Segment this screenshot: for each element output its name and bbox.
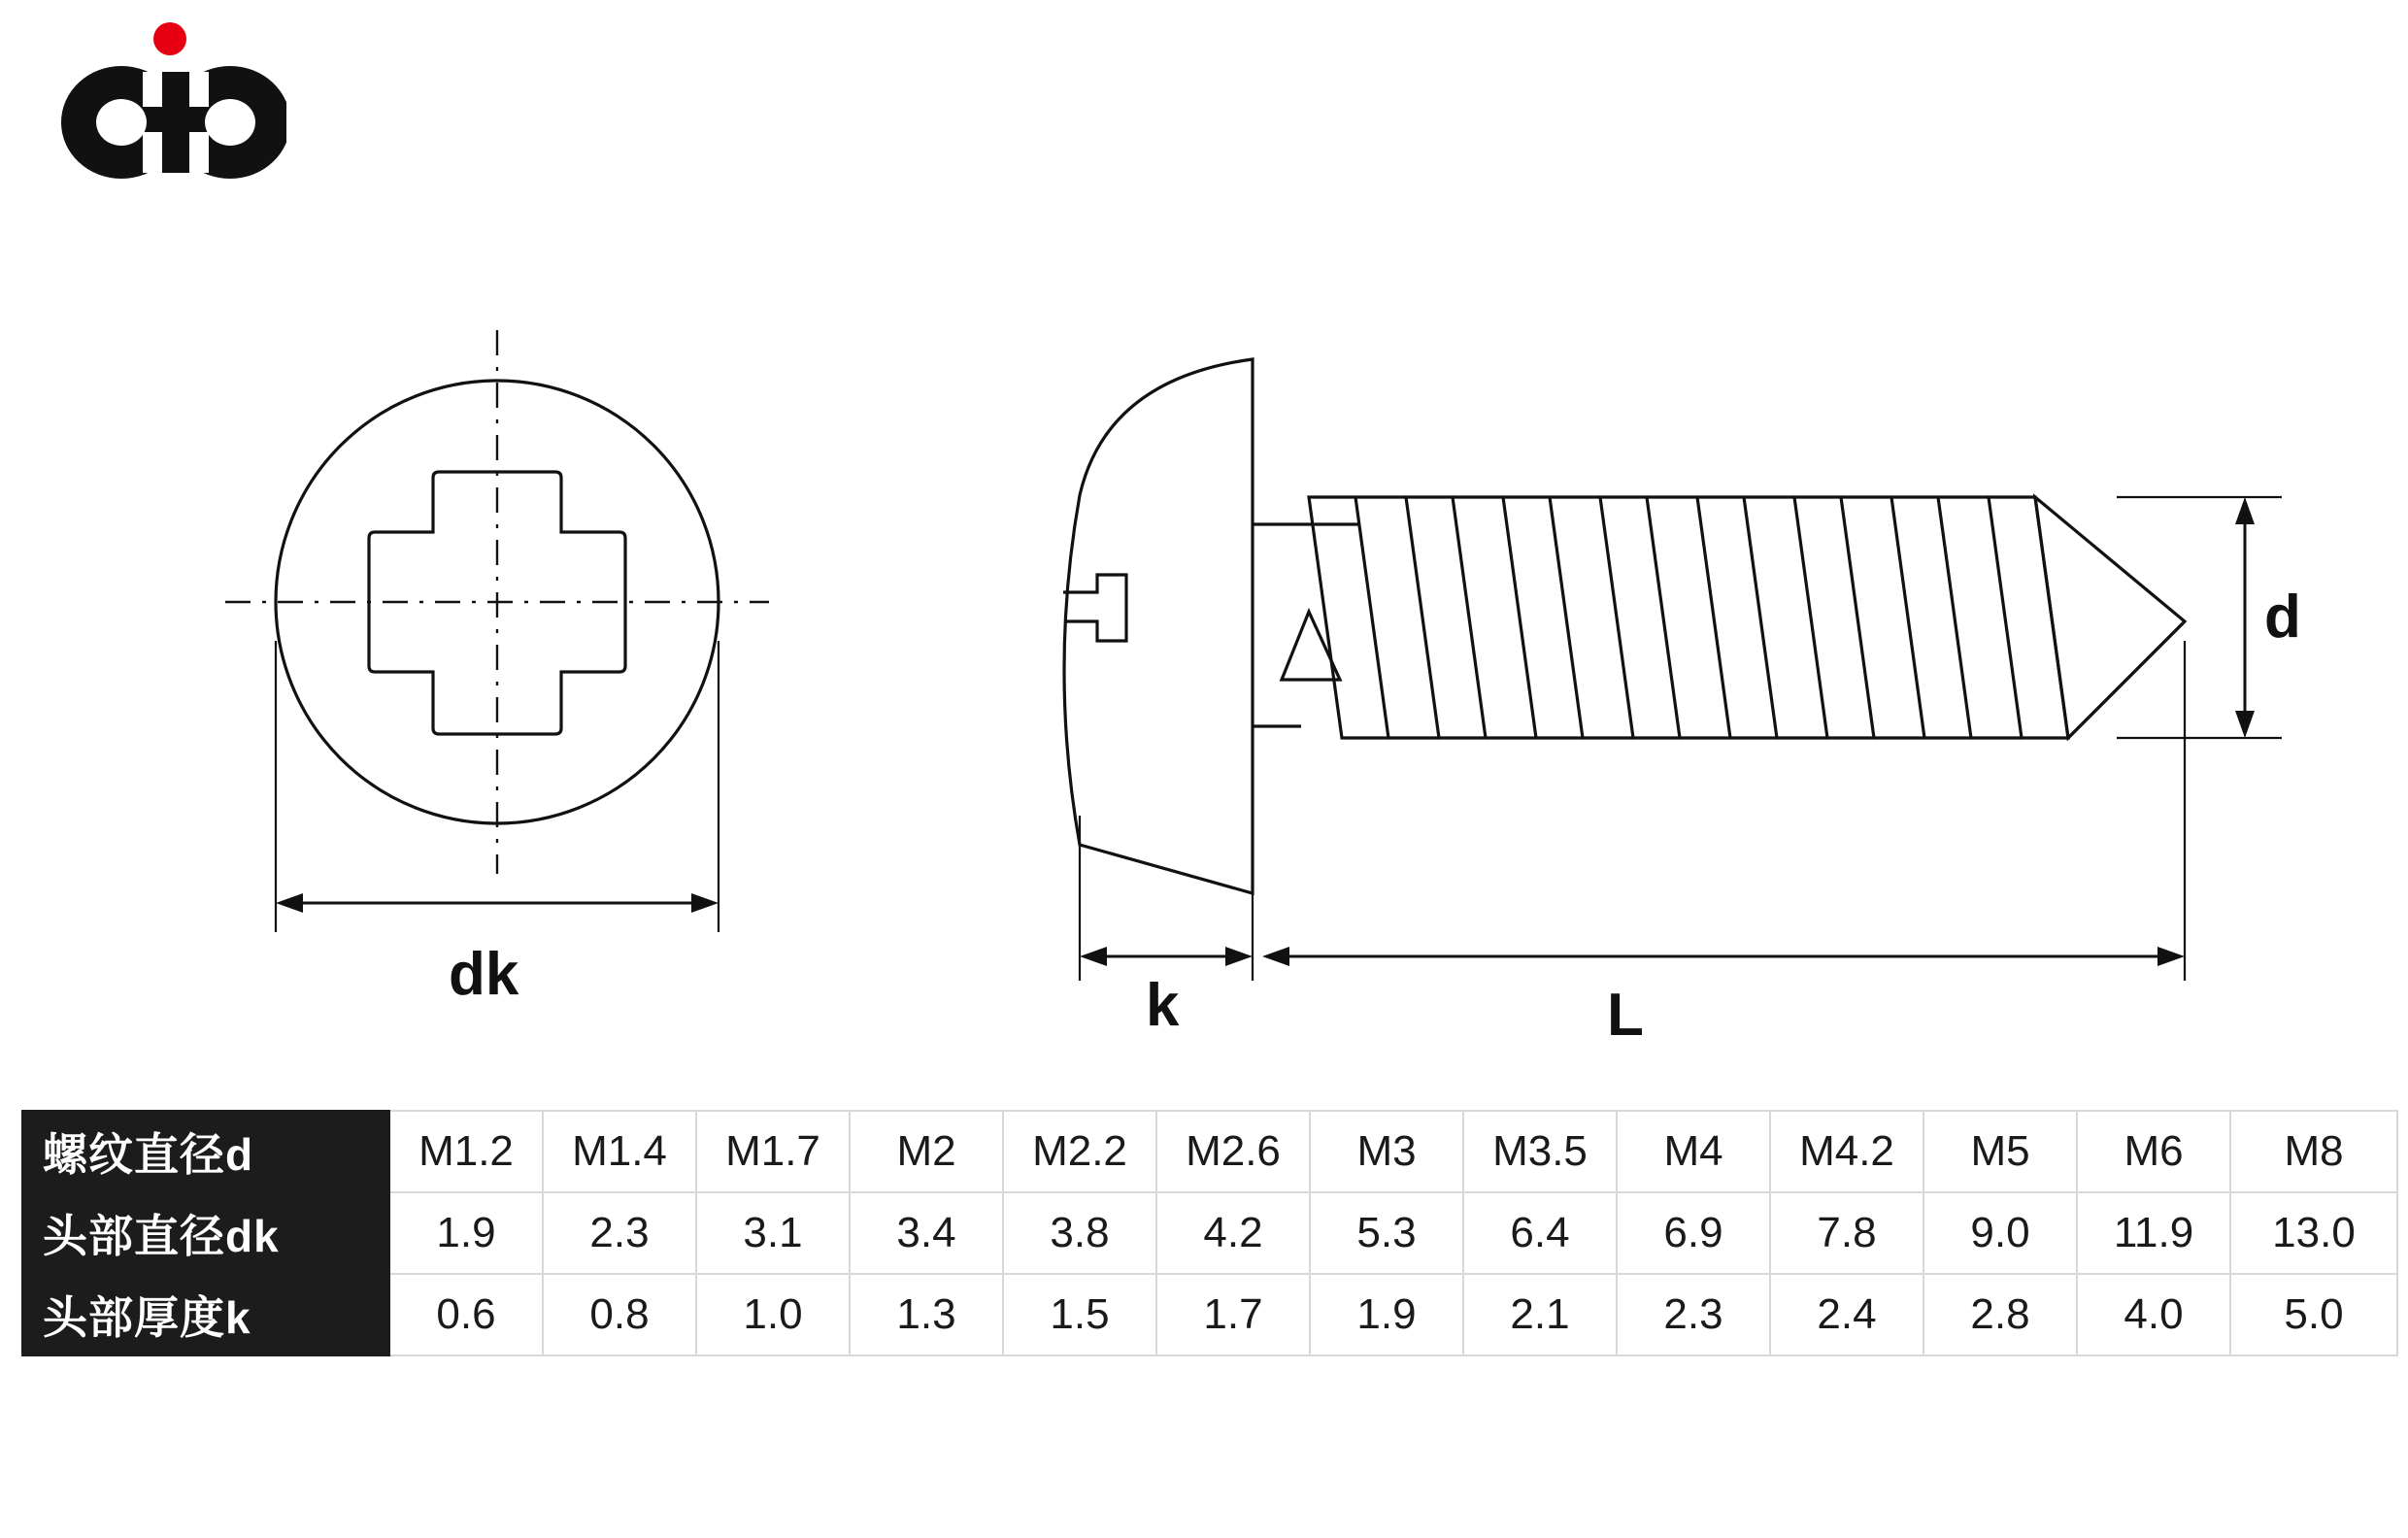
cell: M1.4 — [543, 1111, 696, 1192]
cell: 1.7 — [1156, 1274, 1310, 1355]
d-dimension-arrow — [2235, 497, 2255, 738]
cell: 5.3 — [1310, 1192, 1463, 1274]
cell: M1.2 — [389, 1111, 543, 1192]
thread-flights — [1309, 497, 2068, 738]
cell: M6 — [2077, 1111, 2230, 1192]
cell: 0.6 — [389, 1274, 543, 1355]
cell: M2 — [850, 1111, 1003, 1192]
centerlines-top-view — [225, 330, 769, 874]
cell: 1.9 — [389, 1192, 543, 1274]
cell: 9.0 — [1923, 1192, 2077, 1274]
cell: 1.9 — [1310, 1274, 1463, 1355]
cell: 1.0 — [696, 1274, 850, 1355]
cell: 13.0 — [2230, 1192, 2397, 1274]
cell: M2.2 — [1003, 1111, 1156, 1192]
cell: 2.4 — [1770, 1274, 1923, 1355]
cell: 2.1 — [1463, 1274, 1617, 1355]
table-row — [22, 1192, 2397, 1274]
cell: 5.0 — [2230, 1274, 2397, 1355]
cell: 2.8 — [1923, 1274, 2077, 1355]
dk-dimension-arrow — [276, 893, 719, 913]
dimension-table — [21, 1110, 2398, 1356]
d-extension-lines — [2117, 497, 2282, 738]
cell: 2.3 — [543, 1192, 696, 1274]
l-dimension-arrow — [1262, 947, 2185, 966]
cell: 3.1 — [696, 1192, 850, 1274]
cell: M8 — [2230, 1111, 2397, 1192]
cell: 6.9 — [1617, 1192, 1770, 1274]
cell: 1.3 — [850, 1274, 1003, 1355]
label-L: L — [1607, 982, 1644, 1049]
cell: 7.8 — [1770, 1192, 1923, 1274]
table-row — [22, 1111, 2397, 1192]
cell: 0.8 — [543, 1274, 696, 1355]
cell: M4 — [1617, 1111, 1770, 1192]
row-header-head-diameter: 头部直径dk — [22, 1192, 389, 1274]
row-header-head-thickness: 头部厚度k — [22, 1274, 389, 1355]
cell: 4.0 — [2077, 1274, 2230, 1355]
cell: 2.3 — [1617, 1274, 1770, 1355]
row-header-thread-diameter: 螺纹直径d — [22, 1111, 389, 1192]
k-dimension-arrow — [1080, 947, 1253, 966]
screw-side-view — [1063, 359, 2185, 893]
label-k: k — [1146, 972, 1180, 1039]
cell: 4.2 — [1156, 1192, 1310, 1274]
cell: M3.5 — [1463, 1111, 1617, 1192]
label-d: d — [2264, 584, 2301, 651]
cell: M3 — [1310, 1111, 1463, 1192]
cell: 11.9 — [2077, 1192, 2230, 1274]
cell: 1.5 — [1003, 1274, 1156, 1355]
table-row — [22, 1274, 2397, 1355]
cell: M4.2 — [1770, 1111, 1923, 1192]
label-dk: dk — [449, 941, 519, 1008]
k-l-extension-lines — [1080, 641, 2185, 981]
cell: M1.7 — [696, 1111, 850, 1192]
cell: 3.4 — [850, 1192, 1003, 1274]
cell: 3.8 — [1003, 1192, 1156, 1274]
cell: M5 — [1923, 1111, 2077, 1192]
cell: 6.4 — [1463, 1192, 1617, 1274]
cell: M2.6 — [1156, 1111, 1310, 1192]
